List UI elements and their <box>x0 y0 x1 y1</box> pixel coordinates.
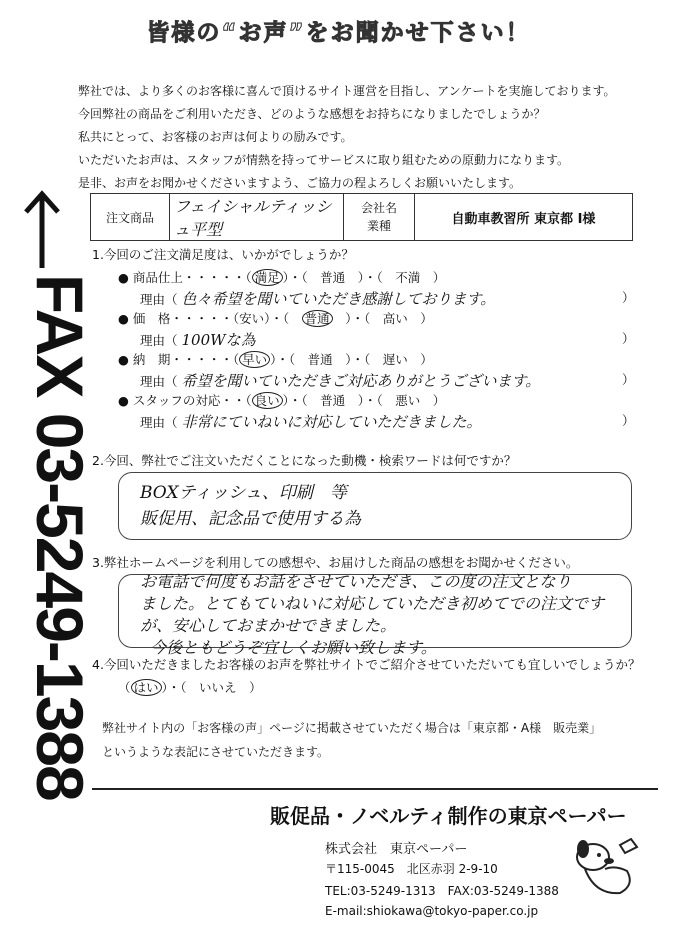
reason-close-paren: ） <box>622 331 635 346</box>
q4-no[interactable]: いいえ <box>199 680 237 695</box>
intro-line: 弊社では、より多くのお客様に喜んで頂けるサイト運営を目指し、アンケートを実施しております。 <box>78 84 616 98</box>
reason-close-paren: ） <box>622 372 635 387</box>
up-arrow-icon <box>22 190 62 270</box>
note-text <box>102 716 601 764</box>
rating-label: ● スタッフの対応・・（ <box>118 393 252 408</box>
company-name: 株式会社 東京ペーパー <box>325 842 468 857</box>
q1-reason-row: 理由（ 希望を聞いていただきご対応ありがとうございます。 <box>140 372 541 390</box>
q1-rating-row: ● 商品仕上・・・・・（ 満足 ）・（ 普通 ）・（ 不満 ） <box>118 270 446 285</box>
rating-label: ● 価 格・・・・・（ <box>118 311 240 326</box>
rating-option[interactable]: 早い <box>239 351 270 368</box>
answer-2-line: 販促用、記念品で使用する為 <box>140 509 361 529</box>
answer-2 <box>140 480 361 532</box>
company-banner: 販促品・ノベルティ制作の東京ペーパー <box>270 804 627 828</box>
company-value: 自動車教習所 東京都 I様 <box>415 194 633 241</box>
reason-text: 100Wな為 <box>181 331 256 349</box>
product-label: 注文商品 <box>91 194 170 241</box>
company-address: 〒115-0045 北区赤羽 2-9-10 <box>325 862 498 876</box>
company-label <box>344 194 415 241</box>
company-tel-fax: TEL:03-5249-1313 FAX:03-5249-1388 <box>325 884 559 898</box>
q4-yes[interactable]: はい <box>131 679 162 696</box>
q1-rating-row: ● 納 期・・・・・（ 早い ）・（ 普通 ）・（ 遅い ） <box>118 352 433 367</box>
reason-close-paren: ） <box>622 413 635 428</box>
reason-text: 非常にていねいに対応していただきました。 <box>181 413 482 431</box>
q1-reason-row: 理由（ 非常にていねいに対応していただきました。 <box>140 413 482 431</box>
reason-label: 理由 <box>140 374 166 389</box>
fax-number: FAX 03-5249-1388 <box>23 274 97 800</box>
rating-option[interactable]: 良い <box>252 392 283 409</box>
answer-3-line: ました。とてもていねいに対応していただき初めてでの注文です <box>140 594 605 613</box>
rating-option[interactable]: 普通 <box>307 352 333 367</box>
reason-text: 希望を聞いていただきご対応ありがとうございます。 <box>181 372 541 390</box>
question-2: 2.今回、弊社でご注文いただくことになった動機・検索ワードは何ですか？ <box>92 453 517 468</box>
rating-option[interactable]: 普通 <box>320 393 346 408</box>
rating-option[interactable]: 遅い <box>382 352 408 367</box>
rating-option[interactable]: 満足 <box>252 269 283 286</box>
question-4: 4.今回いただきましたお客様のお声を弊社サイトでご紹介させていただいても宜しいでしょうか？ <box>92 657 641 672</box>
note-line: というような表記にさせていただきます。 <box>102 745 330 759</box>
product-value: フェイシャルティッシュ平型 <box>170 194 344 241</box>
answer-2-line: BOXティッシュ、印刷 等 <box>140 483 347 503</box>
q1-reason-row: 理由（ 色々希望を聞いていただき感謝しております。 <box>140 290 496 308</box>
answer-3-line: が、安心しておまかせできました。 <box>140 616 397 635</box>
order-header-table <box>90 193 633 241</box>
q1-rating-row: ● 価 格・・・・・（安い）・（ 普通 ）・（ 高い ） <box>118 311 433 326</box>
company-label-1: 会社名 <box>360 201 397 215</box>
reason-label: 理由 <box>140 292 166 307</box>
reason-label: 理由 <box>140 333 166 348</box>
q4-options: （ はい ）・（ いいえ ） <box>118 680 262 695</box>
reason-close-paren: ） <box>622 290 635 305</box>
rating-option[interactable]: 不満 <box>395 270 421 285</box>
answer-3-line: 今後ともどうぞ宜しくお願い致します。 <box>150 638 437 657</box>
intro-line: いただいたお声は、スタッフが情熱を持ってサービスに取り組むための原動力になります。 <box>78 153 570 167</box>
answer-3 <box>140 571 604 659</box>
q1-rating-row: ● スタッフの対応・・（ 良い ）・（ 普通 ）・（ 悪い ） <box>118 393 446 408</box>
note-line: 弊社サイト内の「お客様の声」ページに掲載させていただく場合は「東京都・A様 販売業」 <box>102 721 602 735</box>
reason-label: 理由 <box>140 415 166 430</box>
q1-reason-row: 理由（ 100Wな為 <box>140 331 256 349</box>
footer-divider <box>92 788 658 790</box>
question-1: 1.今回のご注文満足度は、いかがでしょうか？ <box>92 247 354 262</box>
page-title: 皆様の“お声”をお聞かせ下さい！ <box>146 20 531 46</box>
rating-option[interactable]: 高い <box>382 311 408 326</box>
rating-option[interactable]: 普通 <box>320 270 346 285</box>
company-email: E-mail:shiokawa@tokyo-paper.co.jp <box>325 904 539 918</box>
question-3: 3.弊社ホームページを利用しての感想や、お届けした商品の感想をお聞かせください。 <box>92 555 579 570</box>
reason-text: 色々希望を聞いていただき感謝しております。 <box>181 290 496 308</box>
company-label-2: 業種 <box>366 219 391 233</box>
rating-option[interactable]: 安い <box>239 311 265 326</box>
intro-line: 私共にとって、お客様のお声は何よりの励みです。 <box>78 130 353 144</box>
intro-line: 是非、お声をお聞かせくださいますよう、ご協力の程よろしくお願いいたします。 <box>78 176 522 190</box>
dog-mascot-icon <box>565 835 645 905</box>
rating-label: ● 商品仕上・・・・・（ <box>118 270 252 285</box>
intro-line: 今回弊社の商品をご利用いただき、どのような感想をお持ちになりましたでしょうか？ <box>78 107 546 121</box>
answer-3-line: お電話で何度もお話をさせていただき、この度の注文となり <box>140 572 572 591</box>
rating-option[interactable]: 悪い <box>395 393 421 408</box>
rating-label: ● 納 期・・・・・（ <box>118 352 240 367</box>
rating-option[interactable]: 普通 <box>302 310 333 327</box>
intro-text <box>78 80 668 195</box>
